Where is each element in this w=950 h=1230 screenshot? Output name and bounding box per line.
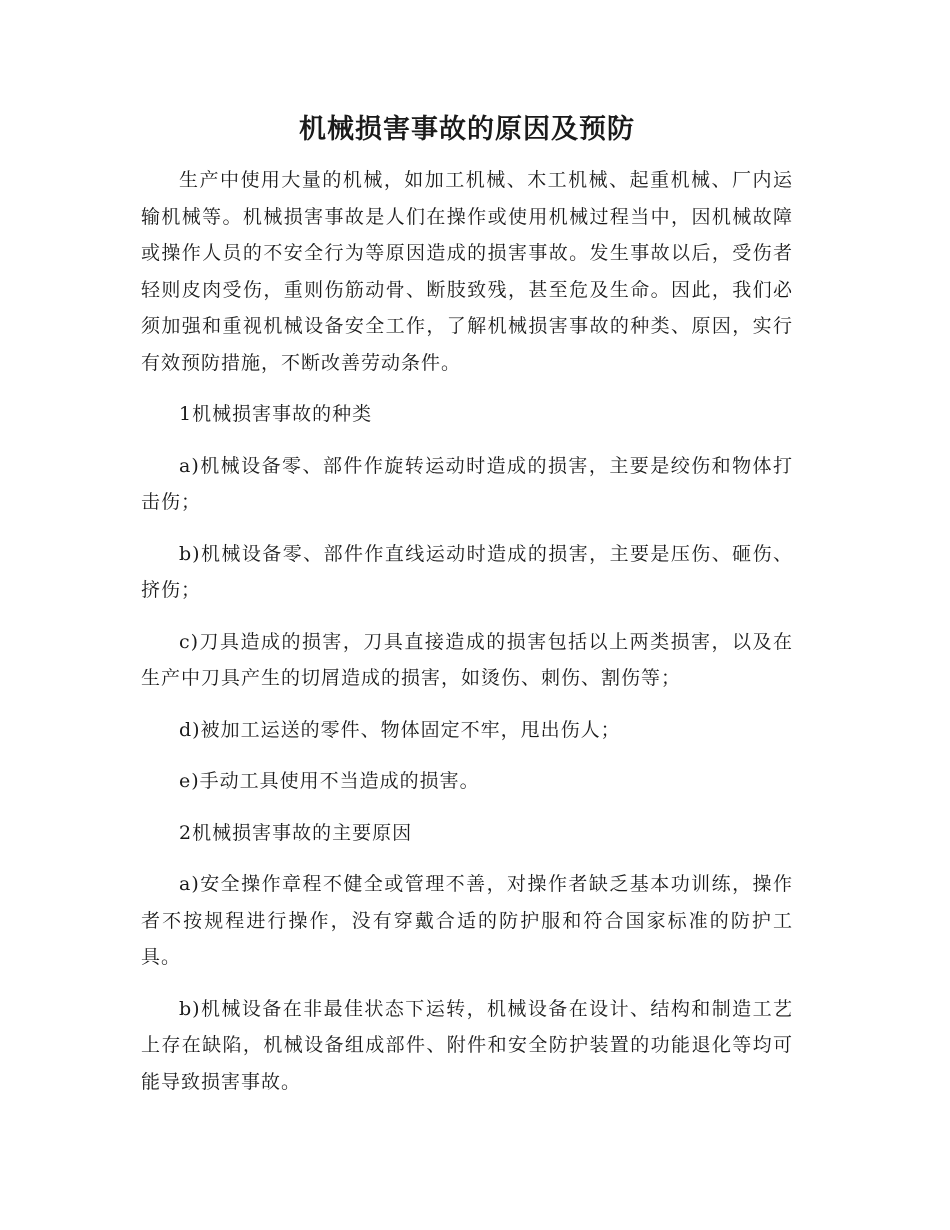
document-title: 机械损害事故的原因及预防: [299, 114, 635, 145]
list-item-a-rotating-parts: a)机械设备零、部件作旋转运动时造成的损害，主要是绞伤和物体打击伤；: [141, 454, 793, 513]
document-page: [141, 108, 793, 1115]
section-heading-accident-types: 1机械损害事故的种类: [179, 403, 373, 425]
section-heading-main-causes: 2机械损害事故的主要原因: [179, 821, 413, 844]
cause-item-a-regulations: a)安全操作章程不健全或管理不善，对操作者缺乏基本功训练，操作者不按规程进行操作，没有穿戴合适的防护服和符合国家标准的防护工具。: [141, 873, 793, 968]
list-item-d-loose-parts: d)被加工运送的零件、物体固定不牢，甩出伤人；: [179, 718, 621, 741]
list-item-c-cutting-tools: c)刀具造成的损害，刀具直接造成的损害包括以上两类损害，以及在生产中刀具产生的切屑造成的损害，如烫伤、刺伤、割伤等；: [141, 630, 793, 689]
list-item-b-linear-motion: b)机械设备零、部件作直线运动时造成的损害，主要是压伤、砸伤、挤伤；: [141, 542, 793, 601]
cause-item-b-equipment-state: b)机械设备在非最佳状态下运转，机械设备在设计、结构和制造工艺上存在缺陷，机械设备组成部件、附件和安全防护装置的功能退化等均可能导致损害事故。: [141, 997, 793, 1093]
intro-paragraph: 生产中使用大量的机械，如加工机械、木工机械、起重机械、厂内运输机械等。机械损害事故是人们在操作或使用机械过程当中，因机械故障或操作人员的不安全行为等原因造成的损害事故。发生事故以后，受伤者轻则皮肉受伤，重则伤筋动骨、断肢致残，甚至危及生命。因此，我们必须加强和重视机械设备安全工作，了解机械损害事故的种类、原因，实行有效预防措施，不断改善劳动条件。: [141, 169, 793, 374]
list-item-e-hand-tools: e)手动工具使用不当造成的损害。: [179, 770, 480, 792]
